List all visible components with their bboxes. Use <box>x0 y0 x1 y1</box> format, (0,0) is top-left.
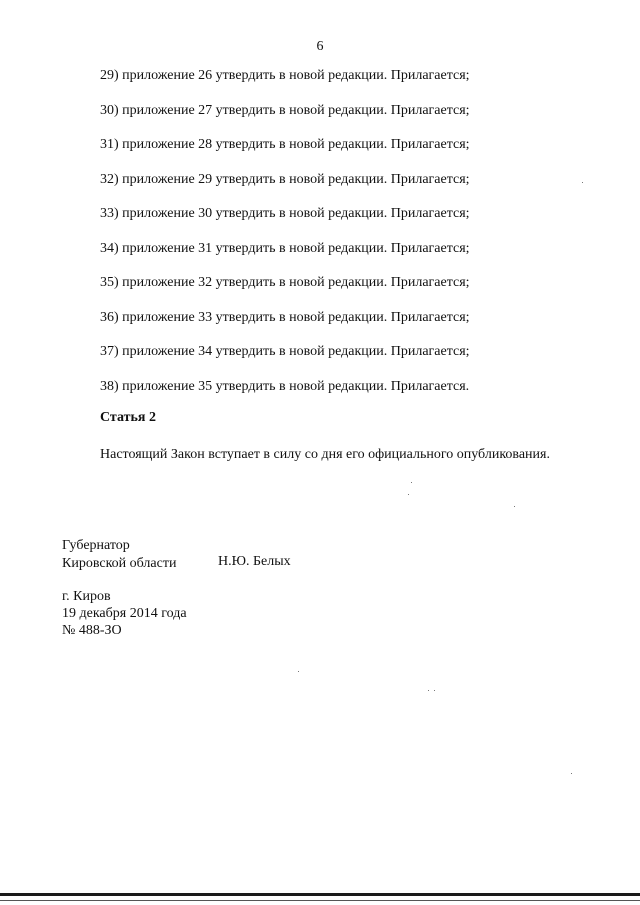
page-number: 6 <box>316 39 324 54</box>
date: 19 декабря 2014 года <box>62 606 187 621</box>
bottom-rule-thin <box>0 900 640 901</box>
list-item: 32) приложение 29 утвердить в новой редакции. Прилагается; <box>100 171 470 187</box>
signatory-title-line1: Губернатор <box>62 538 130 553</box>
scan-speck <box>514 506 515 507</box>
list-item: 37) приложение 34 утвердить в новой редакции. Прилагается; <box>100 344 470 359</box>
scan-speck <box>571 773 572 774</box>
list-item: 30) приложение 27 утвердить в новой редакции. Прилагается; <box>100 102 470 118</box>
place-and-date <box>62 588 187 639</box>
scan-speck <box>408 494 409 495</box>
list-item: 36) приложение 33 утвердить в новой редакции. Прилагается; <box>100 309 470 325</box>
scan-speck <box>582 182 583 183</box>
list-item: 34) приложение 31 утвердить в новой редакции. Прилагается; <box>100 240 470 256</box>
scan-speck <box>434 690 435 691</box>
city: г. Киров <box>62 589 111 604</box>
list-item: 29) приложение 26 утвердить в новой редакции. Прилагается; <box>100 68 470 83</box>
scan-speck <box>411 482 412 483</box>
list-item: 31) приложение 28 утвердить в новой редакции. Прилагается; <box>100 137 470 152</box>
article-heading: Статья 2 <box>100 410 156 425</box>
amendment-list <box>100 67 570 412</box>
scan-speck <box>428 690 429 691</box>
list-item: 38) приложение 35 утвердить в новой редакции. Прилагается. <box>100 378 470 394</box>
signatory-title <box>62 537 176 573</box>
article-text: Настоящий Закон вступает в силу со дня его официального опубликования. <box>100 447 550 462</box>
scan-speck <box>298 671 299 672</box>
law-number: № 488-ЗО <box>62 623 122 638</box>
signatory-title-line2: Кировской области <box>62 556 177 571</box>
bottom-rule <box>0 893 640 896</box>
list-item: 33) приложение 30 утвердить в новой редакции. Прилагается; <box>100 206 470 221</box>
list-item: 35) приложение 32 утвердить в новой редакции. Прилагается; <box>100 275 470 290</box>
signatory-name: Н.Ю. Белых <box>218 554 291 569</box>
